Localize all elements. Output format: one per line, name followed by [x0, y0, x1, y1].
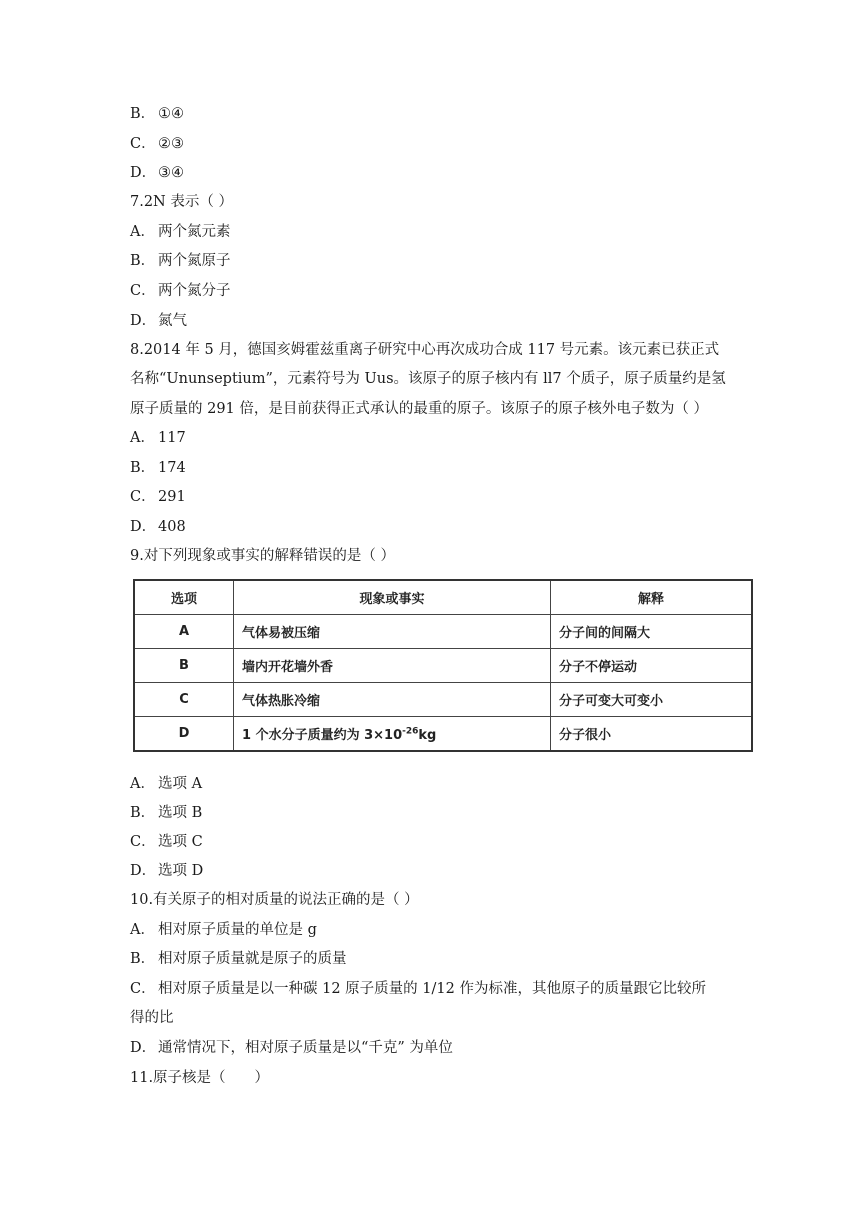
q9-option-b: B． 选项 B: [130, 805, 203, 821]
q8-stem-line-2: 名称“Ununseptium”，元素符号为 Uus。该原子的原子核内有 ll7 个质子，原子质量约是氢: [130, 371, 726, 387]
q10-stem: 10.有关原子的相对质量的说法正确的是（ ）: [130, 892, 419, 908]
q9-cell-option: B: [134, 649, 234, 683]
q8-option-b: B． 174: [130, 460, 186, 476]
q10-option-a: A． 相对原子质量的单位是 g: [130, 922, 317, 938]
q9-header-fact: 现象或事实: [234, 580, 551, 615]
q9-cell-reason: 分子可变大可变小: [551, 683, 753, 717]
q10-option-d: D． 通常情况下，相对原子质量是以“千克” 为单位: [130, 1040, 453, 1056]
q9-cell-fact: 气体易被压缩: [234, 615, 551, 649]
table-row: [134, 683, 752, 717]
q10-option-b: B． 相对原子质量就是原子的质量: [130, 951, 347, 967]
table-row: [134, 717, 752, 752]
q9-table-header-row: [134, 580, 752, 615]
q10-option-c: C． 相对原子质量是以一种碳 12 原子质量的 1/12 作为标准，其他原子的质量跟它比较所: [130, 981, 706, 997]
q7-option-a: A． 两个氮元素: [130, 224, 231, 240]
q7-stem: 7.2N 表示（ ）: [130, 194, 233, 210]
q7-option-b: B． 两个氮原子: [130, 253, 231, 269]
q11-stem: 11.原子核是（ ）: [130, 1070, 270, 1086]
q6-option-c: C． ②③: [130, 136, 184, 152]
table-row: [134, 649, 752, 683]
q8-stem-line-1: 8.2014 年 5 月，德国亥姆霍兹重离子研究中心再次成功合成 117 号元素。该元素已获正式: [130, 342, 720, 358]
q8-option-d: D． 408: [130, 519, 186, 535]
q9-cell-reason: 分子不停运动: [551, 649, 753, 683]
q9-cell-option: D: [134, 717, 234, 752]
q9-cell-option: C: [134, 683, 234, 717]
q9-cell-fact: 1 个水分子质量约为 $3\times 10^{-26}kg$: [234, 717, 551, 752]
q9-header-option: 选项: [134, 580, 234, 615]
exponent: -26: [402, 726, 419, 737]
q7-option-c: C． 两个氮分子: [130, 283, 231, 299]
q9-cell-reason: 分子间的间隔大: [551, 615, 753, 649]
table-row: [134, 615, 752, 649]
q9-option-c: C． 选项 C: [130, 834, 203, 850]
q7-option-d: D． 氮气: [130, 313, 187, 329]
q10-option-c-continued: 得的比: [130, 1010, 174, 1026]
q9-cell-option: A: [134, 615, 234, 649]
unit: kg: [418, 728, 437, 743]
q8-option-c: C． 291: [130, 489, 186, 505]
q8-option-a: A． 117: [130, 430, 186, 446]
q6-option-d: D． ③④: [130, 165, 184, 181]
q9-cell-reason: 分子很小: [551, 717, 753, 752]
q6-option-b: B． ①④: [130, 106, 184, 122]
q9-header-reason: 解释: [551, 580, 753, 615]
q9-option-a: A． 选项 A: [130, 776, 203, 792]
q9-stem: 9.对下列现象或事实的解释错误的是（ ）: [130, 548, 395, 564]
q8-stem-line-3: 原子质量的 291 倍，是目前获得正式承认的最重的原子。该原子的原子核外电子数为（ ）: [130, 401, 708, 417]
q9-cell-fact: 气体热胀冷缩: [234, 683, 551, 717]
q9-option-d: D． 选项 D: [130, 863, 204, 879]
q9-table: [133, 579, 753, 752]
q9-cell-fact: 墙内开花墙外香: [234, 649, 551, 683]
